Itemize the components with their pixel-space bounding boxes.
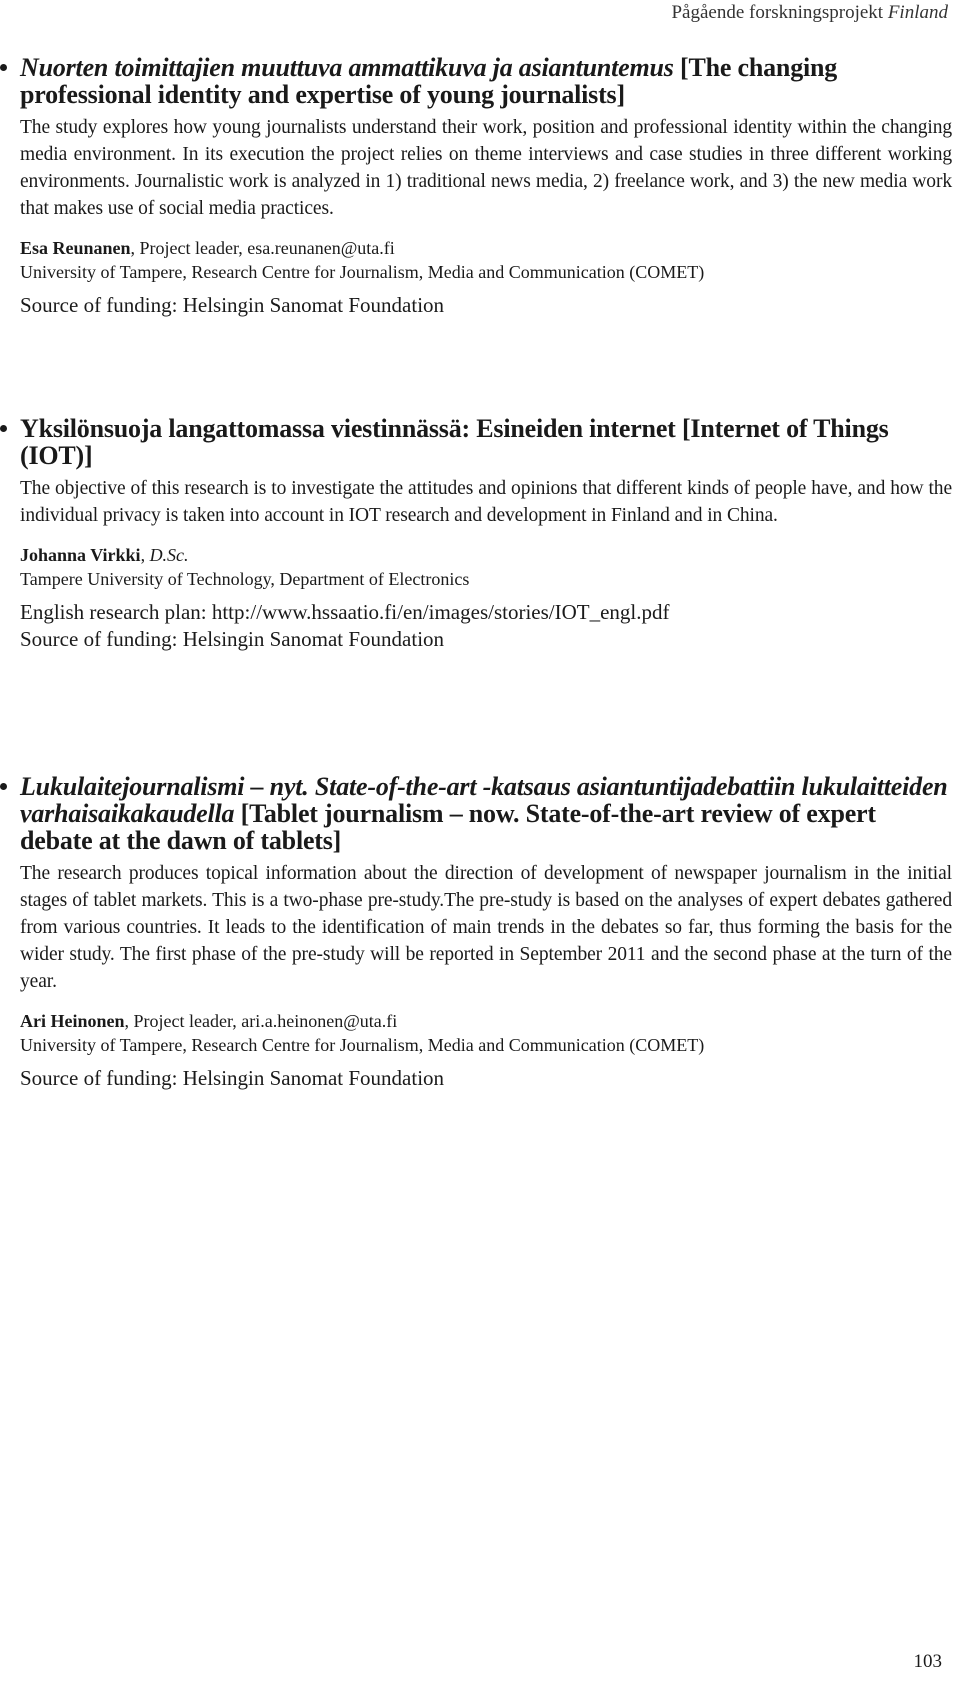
person-name: Esa Reunanen (20, 238, 131, 258)
project-title (20, 54, 952, 108)
page-number: 103 (913, 1651, 942, 1672)
header-country: Finland (887, 2, 948, 23)
person-degree: D.Sc. (149, 545, 189, 565)
project-title-english: [Tablet journalism – now. State-of-the-art review of expert debate at the dawn of tablets] (20, 799, 876, 855)
running-header (671, 2, 948, 24)
project-title (20, 773, 952, 854)
funding-source: Source of funding: Helsingin Sanomat Foundation (20, 627, 445, 651)
project-title-english: [Internet of Things (IOT)] (20, 414, 889, 470)
affiliation: Tampere University of Technology, Department of Electronics (20, 569, 470, 589)
bullet-icon (0, 783, 7, 790)
research-plan-link[interactable]: English research plan: http://www.hssaatio.fi/en/images/stories/IOT_engl.pdf (20, 600, 670, 624)
affiliation: University of Tampere, Research Centre for Journalism, Media and Communication (COMET) (20, 1035, 705, 1055)
affiliation: University of Tampere, Research Centre for Journalism, Media and Communication (COMET) (20, 262, 705, 282)
person-name: Johanna Virkki (20, 545, 141, 565)
project-title-native: Nuorten toimittajien muuttuva ammattikuva ja asiantuntemus (20, 53, 674, 82)
bullet-icon (0, 425, 7, 432)
project-leader (20, 236, 952, 260)
funding-source: Source of funding: Helsingin Sanomat Foundation (20, 1066, 445, 1090)
header-title: Pågående forskningsprojekt (671, 2, 884, 23)
project-description: The study explores how young journalists understand their work, position and professional identity within the changing media environment. In its execution the project relies on theme interviews and case studies in three different working environments. Journalistic work is analyzed in 1) traditional news media, 2) freelance work, and 3) the new media work that makes use of social media practices. (20, 117, 952, 219)
project-description: The objective of this research is to investigate the attitudes and opinions that different kinds of people have, and how the individual privacy is taken into account in IOT research and development in Finland and in China. (20, 478, 952, 526)
project-entry (20, 415, 952, 653)
project-title-native: Yksilönsuoja langattomassa viestinnässä: Esineiden internet (20, 414, 676, 443)
project-entry (20, 773, 952, 1092)
person-separator: , (140, 545, 150, 565)
person-details: , Project leader, esa.reunanen@uta.fi (130, 238, 395, 258)
funding-source: Source of funding: Helsingin Sanomat Foundation (20, 293, 445, 317)
project-entry (20, 54, 952, 319)
project-title-english: [The changing professional identity and expertise of young journalists] (20, 53, 838, 109)
project-leader (20, 1009, 952, 1033)
person-details: , Project leader, ari.a.heinonen@uta.fi (124, 1011, 398, 1031)
project-title-native: Lukulaitejournalismi – nyt. State-of-the-art -katsaus asiantuntijadebattiin lukulaitteiden varhaisaikakaudella (20, 772, 948, 828)
bullet-icon (0, 64, 7, 71)
project-title (20, 415, 952, 469)
project-leader (20, 543, 952, 567)
person-name: Ari Heinonen (20, 1011, 125, 1031)
project-description: The research produces topical information about the direction of development of newspaper journalism in the initial stages of tablet markets. This is a two-phase pre-study.The pre-study is based on the analyses of expert debates gathered from various countries. It leads to the identification of main trends in the debates so far, thus forming the basis for the wider study. The first phase of the pre-study will be reported in September 2011 and the second phase at the turn of the year. (20, 863, 952, 992)
